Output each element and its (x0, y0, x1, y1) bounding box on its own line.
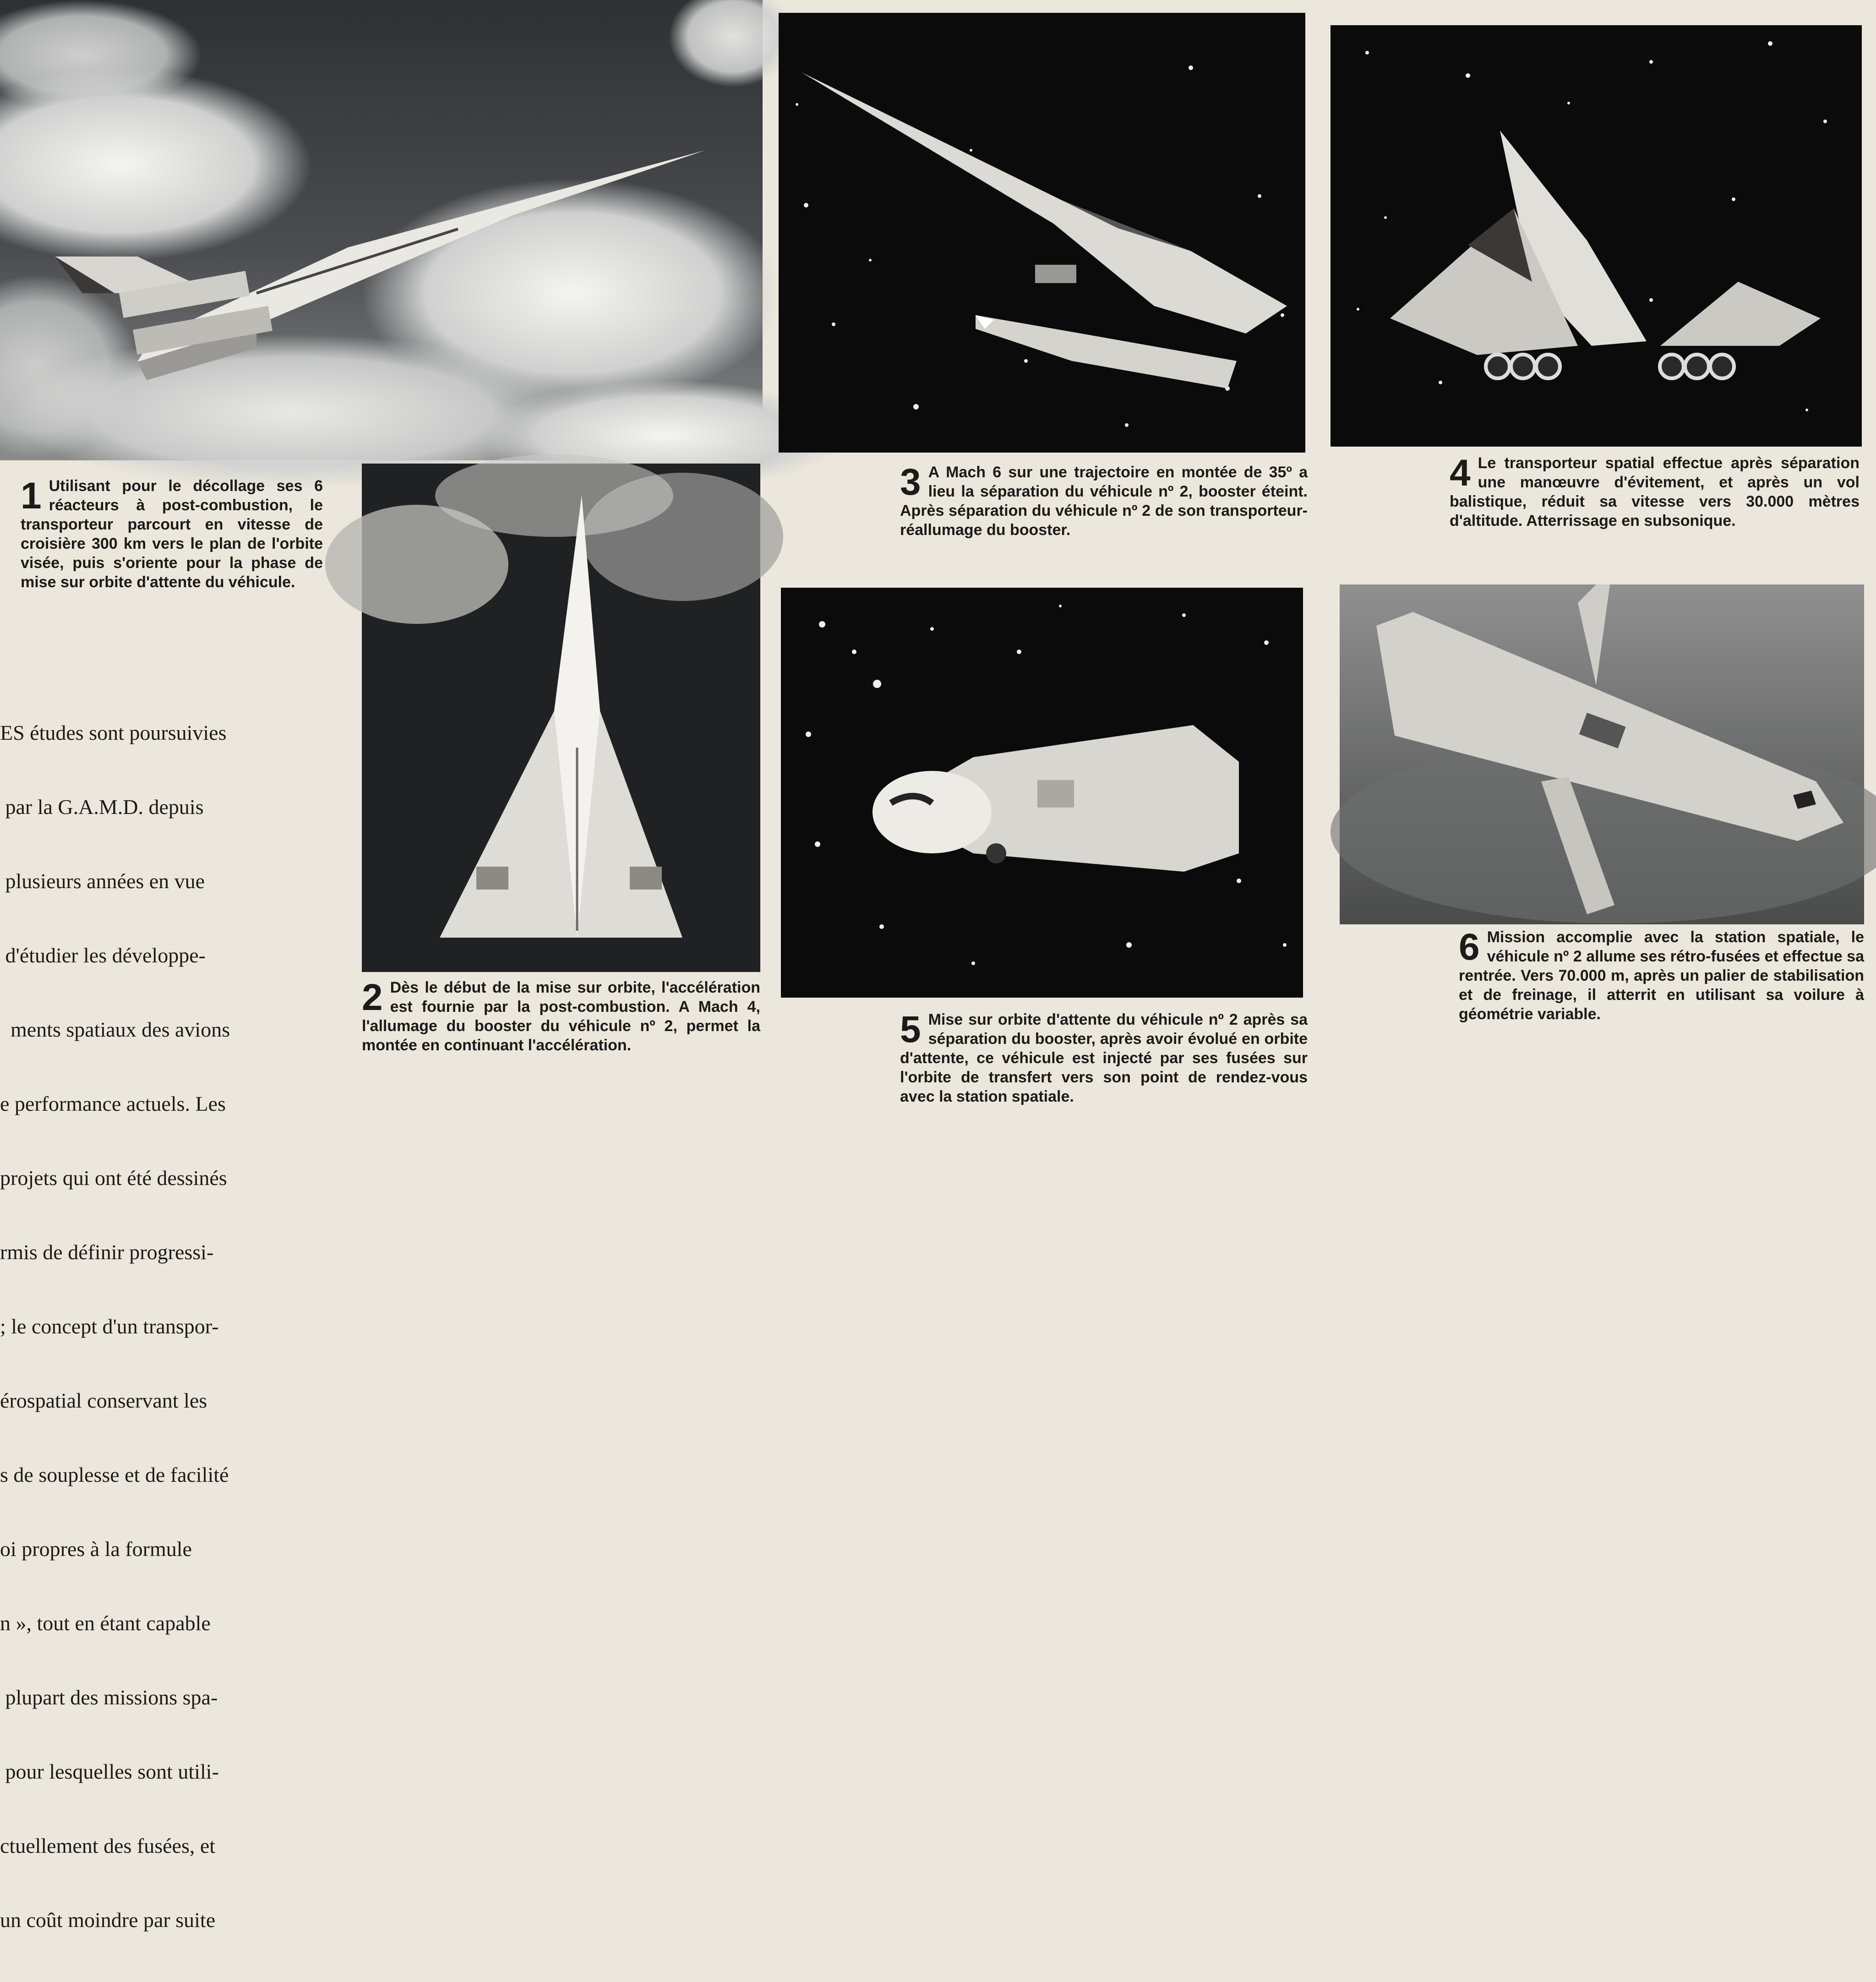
article-body-lines (0, 671, 325, 1982)
caption-1 (21, 476, 323, 592)
caption-6 (1459, 928, 1864, 1024)
body-line: ; le concept d'un transpor- (0, 1315, 219, 1338)
caption-text: Mise sur orbite d'attente du véhicule nº 2 après sa séparation du booster, après avoir évolué en orbite d'attente, ce véhicule est injecté par ses fusées sur l'orbite de transfert vers son point de rendez-vous avec la station spatiale. (900, 1011, 1308, 1105)
caption-number: 2 (362, 977, 383, 1018)
body-line: ments spatiaux des avions (0, 1018, 230, 1041)
photo-2-booster-ignition (362, 464, 760, 972)
body-line: e performance actuels. Les (0, 1092, 226, 1115)
body-line: ctuellement des fusées, et (0, 1834, 216, 1857)
photo-4-transporter-return (1331, 25, 1862, 447)
caption-number: 5 (900, 1009, 921, 1050)
caption-text: Dès le début de la mise sur orbite, l'accélération est fournie par la post-combustion. A Mach 4, l'allumage du booster du véhicule nº 2, permet la montée en continuant l'accélération. (362, 979, 760, 1054)
body-line: projets qui ont été dessinés (0, 1166, 227, 1190)
caption-number: 1 (21, 475, 42, 517)
body-line: un coût moindre par suite (0, 1908, 216, 1932)
body-line: pour lesquelles sont utili- (0, 1760, 219, 1783)
article-body (0, 671, 325, 1932)
photo-5-vehicle-in-orbit (781, 588, 1303, 998)
caption-number: 4 (1450, 452, 1471, 494)
body-line: par la G.A.M.D. depuis (0, 795, 204, 819)
body-line: érospatial conservant les (0, 1389, 207, 1412)
caption-4 (1450, 453, 1860, 530)
caption-5 (900, 1010, 1308, 1106)
caption-3 (900, 463, 1308, 540)
caption-2 (362, 978, 760, 1055)
caption-text: Mission accomplie avec la station spatiale, le véhicule nº 2 allume ses rétro-fusées et effectue sa rentrée. Vers 70.000 m, après un palier de stabilisation et de freinage, il atterrit en utilisant sa voilure à géométrie variable. (1459, 928, 1864, 1023)
body-line: s de souplesse et de facilité (0, 1463, 229, 1486)
body-line: d'étudier les développe- (0, 944, 206, 967)
body-line: ES études sont poursuivies (0, 721, 227, 744)
body-line: rmis de définir progressi- (0, 1240, 214, 1264)
body-line: oi propres à la formule (0, 1537, 192, 1561)
body-line: plupart des missions spa- (0, 1686, 218, 1709)
body-line: plusieurs années en vue (0, 869, 205, 893)
photo-1-transporter-climb (0, 0, 763, 460)
caption-text: Utilisant pour le décollage ses 6 réacteurs à post-combustion, le transporteur parcourt en vitesse de croisière 300 km vers le plan de l'orbite visée, puis s'oriente pour la phase de mise sur orbite d'attente du véhicule. (21, 477, 323, 591)
caption-number: 6 (1459, 926, 1480, 968)
caption-text: Le transporteur spatial effectue après séparation une manœuvre d'évitement, et après un vol balistique, réduit sa vitesse vers 30.000 mètres d'altitude. Atterrissage en subsonique. (1450, 454, 1860, 530)
caption-number: 3 (900, 461, 921, 503)
photo-3-separation (779, 13, 1305, 453)
photo-6-reentry (1340, 584, 1864, 924)
body-line: n », tout en étant capable (0, 1611, 211, 1635)
caption-text: A Mach 6 sur une trajectoire en montée de 35º a lieu la séparation du véhicule nº 2, booster éteint. Après séparation du véhicule nº 2 de son transporteur-réallumage du booster. (900, 464, 1308, 539)
